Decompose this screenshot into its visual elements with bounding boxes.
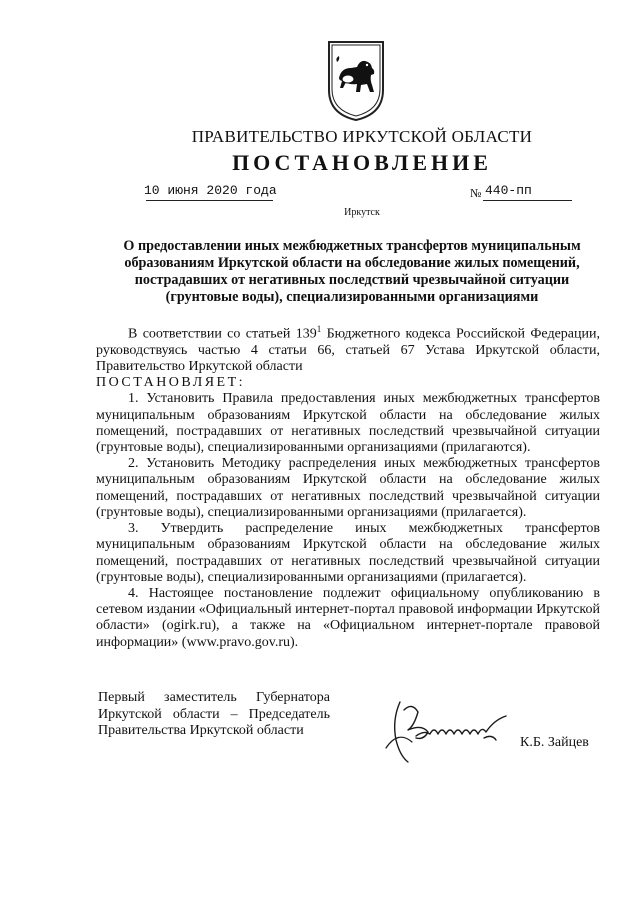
number-sign: № [470,186,482,200]
decree-body [96,321,600,651]
preamble-text-end: Бюджетного кодекса Российской Федерации, руководствуясь частью 4 статьи 66, статьей 67 Устава Иркутской области, Правительство Иркутской области [96,326,600,375]
signatory-title-line-2: Иркутской области – Председатель [98,706,330,722]
preamble-paragraph [96,321,600,375]
government-name: ПРАВИТЕЛЬСТВО ИРКУТСКОЙ ОБЛАСТИ [191,127,533,146]
handwritten-signature [378,690,518,770]
city-name: Иркутск [344,207,380,218]
article-superscript: 1 [316,324,322,334]
date-underline [146,200,273,201]
document-type-heading: ПОСТАНОВЛЕНИЕ [232,150,492,175]
decree-number: 440-пп [485,183,532,198]
preamble-text-start: В соответствии со статьей 139 [128,326,317,342]
signatory-title-line-1: Первый заместитель Губернатора [98,690,330,705]
number-underline [483,200,572,201]
decree-title: О предоставлении иных межбюджетных трансфертов муниципальным образованиям Иркутской области на обследование жилых помещений, пострадавших от негативных последствий чрезвычайной ситуации (грунтовые воды), специализированными организациями [123,238,581,305]
signatory-name: К.Б. Зайцев [520,735,589,750]
decree-item-3: 3. Утвердить распределение иных межбюджетных трансфертов муниципальным образованиям Иркутской области на обследование жилых помещений, пострадавших от негативных последствий чрезвычайной ситуации (грунтовые воды), специализированными организациями (прилагается). [96,521,600,585]
decree-item-4: 4. Настоящее постановление подлежит официальному опубликованию в сетевом издании «Официальный интернет-портал правовой информации Иркутской области» (ogirk.ru), а также на «Официальном интернет-портале правовой информации» (www.pravo.gov.ru). [96,585,600,650]
resolves-heading: ПОСТАНОВЛЯЕТ: [96,375,246,391]
signatory-title [98,690,330,740]
coat-of-arms-emblem [327,40,385,122]
signatory-title-line-3: Правительства Иркутской области [98,723,304,738]
decree-date: 10 июня 2020 года [144,183,277,198]
decree-item-1: 1. Установить Правила предоставления иных межбюджетных трансфертов муниципальным образованиям Иркутской области на обследование жилых помещений, пострадавших от негативных последствий чрезвычайной ситуации (грунтовые воды), специализированными организациями (прилагаются). [96,391,600,456]
decree-item-2: 2. Установить Методику распределения иных межбюджетных трансфертов муниципальным образованиям Иркутской области на обследование жилых помещений, пострадавших от негативных последствий чрезвычайной ситуации (грунтовые воды), специализированными организациями (прилагается). [96,456,600,520]
